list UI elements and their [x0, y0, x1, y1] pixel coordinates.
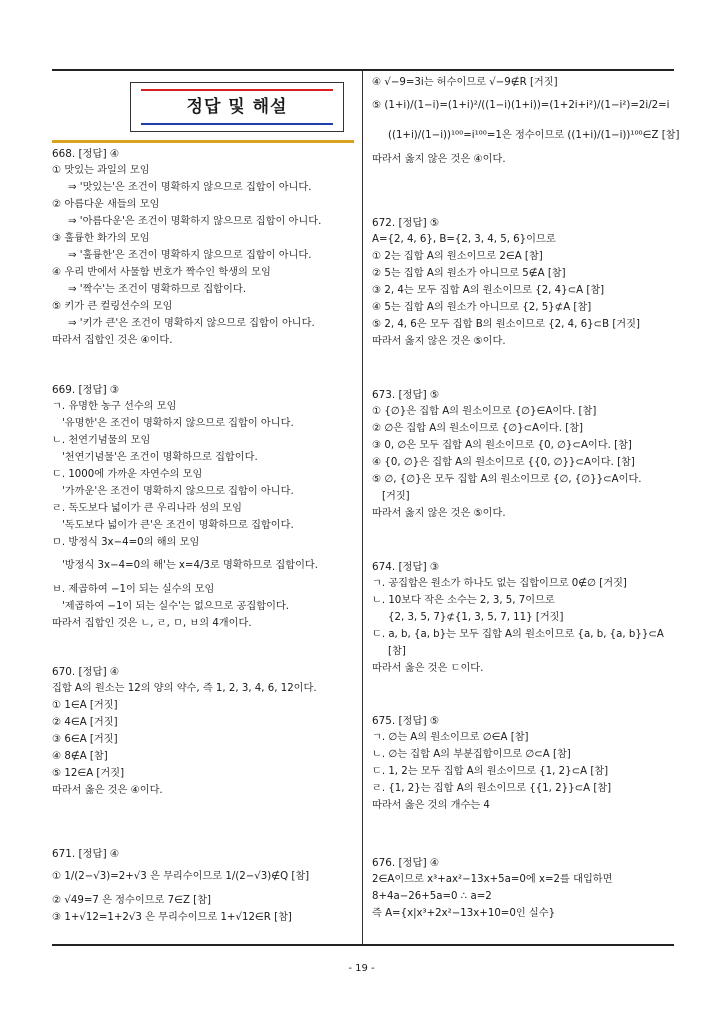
solution-line: ③ 6∈A [거짓]: [52, 733, 118, 745]
solution-line: ② 5는 집합 A의 원소가 아니므로 5∉A [참]: [372, 267, 566, 279]
solution-block: [372, 389, 642, 524]
solution-block: [372, 76, 680, 170]
solution-heading: 674. [정답] ③: [372, 561, 440, 573]
solution-heading: 668. [정답] ④: [52, 148, 120, 160]
solution-block: [372, 217, 640, 352]
solution-block: [372, 857, 612, 924]
solution-line: ③ 2, 4는 모두 집합 A의 원소이므로 {2, 4}⊂A [참]: [372, 284, 605, 296]
solution-line: 집합 A의 원소는 12의 양의 약수, 즉 1, 2, 3, 4, 6, 12이다.: [52, 682, 317, 694]
solution-line: 따라서 집합인 것은 ④이다.: [52, 334, 173, 346]
solution-line: 즉 A={x|x³+2x²−13x+10=0인 실수}: [372, 907, 556, 919]
solution-block: [52, 384, 318, 634]
title-blue-stripe: [141, 123, 333, 125]
solution-heading: 670. [정답] ④: [52, 666, 120, 678]
solution-line: ㄹ. {1, 2}는 집합 A의 원소이므로 {{1, 2}}⊂A [참]: [372, 782, 612, 794]
solution-line: 따라서 옳지 않은 것은 ④이다.: [372, 154, 506, 165]
solution-line: 따라서 옳은 것은 ④이다.: [52, 784, 163, 796]
solution-line: {2, 3, 5, 7}⊄{1, 3, 5, 7, 11} [거짓]: [388, 611, 564, 623]
solution-line: ② 4∈A [거짓]: [52, 716, 118, 728]
solution-line: ③ 0, ∅은 모두 집합 A의 원소이므로 {0, ∅}⊂A이다. [참]: [372, 439, 632, 451]
solution-line: '유명한'은 조건이 명확하지 않으므로 집합이 아니다.: [62, 417, 294, 429]
solution-line: ② 아름다운 새들의 모임: [52, 198, 160, 210]
solution-block: [52, 848, 309, 928]
solution-line: ㄱ. ∅는 A의 원소이므로 ∅∈A [참]: [372, 731, 529, 743]
solution-line: '제곱하여 −1이 되는 실수'는 없으므로 공집합이다.: [62, 600, 290, 612]
solution-line: ① 맛있는 과일의 모임: [52, 164, 150, 176]
top-rule: [52, 69, 674, 71]
solution-line: A={2, 4, 6}, B={2, 3, 4, 5, 6}이므로: [372, 233, 556, 245]
solution-line: ⑤ ∅, {∅}은 모두 집합 A의 원소이므로 {∅, {∅}}⊂A이다.: [372, 473, 642, 485]
solution-heading: 675. [정답] ⑤: [372, 715, 440, 727]
title-red-stripe: [141, 89, 333, 91]
title-underline: [52, 140, 354, 143]
solution-line: ④ 5는 집합 A의 원소가 아니므로 {2, 5}⊄A [참]: [372, 301, 592, 313]
solution-line: ㄴ. ∅는 집합 A의 부분집합이므로 ∅⊂A [참]: [372, 748, 571, 760]
solution-line: '가까운'은 조건이 명확하지 않으므로 집합이 아니다.: [62, 485, 294, 497]
solution-line: ⇒ '맛있는'은 조건이 명확하지 않으므로 집합이 아니다.: [68, 181, 312, 193]
page-title: 정답 및 해설: [186, 96, 288, 117]
solution-heading: 673. [정답] ⑤: [372, 389, 440, 401]
solution-line: 따라서 옳지 않은 것은 ⑤이다.: [372, 507, 506, 519]
solution-line: '방정식 3x−4=0의 해'는 x=4/3로 명확하므로 집합이다.: [62, 559, 318, 571]
solution-line: ㅁ. 방정식 3x−4=0의 해의 모임: [52, 536, 200, 548]
solution-line: ⑤ 12∈A [거짓]: [52, 767, 125, 779]
solution-line: ㄹ. 독도보다 넓이가 큰 우리나라 섬의 모임: [52, 502, 242, 514]
left-column: [52, 78, 354, 923]
solution-line: ⇒ '아름다운'은 조건이 명확하지 않으므로 집합이 아니다.: [68, 215, 322, 227]
solution-heading: 672. [정답] ⑤: [372, 217, 440, 229]
solution-line: ㄷ. 1, 2는 모두 집합 A의 원소이므로 {1, 2}⊂A [참]: [372, 765, 609, 777]
solution-line: ① {∅}은 집합 A의 원소이므로 {∅}∈A이다. [참]: [372, 405, 597, 417]
page-number: - 19 -: [348, 963, 375, 974]
solution-line: ⇒ '키가 큰'은 조건이 명확하지 않으므로 집합이 아니다.: [68, 317, 315, 329]
solution-line: 2∈A이므로 x³+ax²−13x+5a=0에 x=2를 대입하면: [372, 873, 613, 885]
solution-block: [52, 148, 321, 351]
solution-line: ② ∅은 집합 A의 원소이므로 {∅}⊂A이다. [참]: [372, 422, 584, 434]
solution-block: [372, 715, 611, 816]
solution-line: ③ 훌륭한 화가의 모임: [52, 232, 150, 244]
column-divider: [362, 71, 363, 944]
solution-heading: 671. [정답] ④: [52, 848, 120, 860]
solution-line: 따라서 옳지 않은 것은 ⑤이다.: [372, 335, 506, 347]
solution-line: 따라서 집합인 것은 ㄴ, ㄹ, ㅁ, ㅂ의 4개이다.: [52, 617, 252, 629]
solution-line: ③ 1+√12=1+2√3 은 무리수이므로 1+√12∈R [참]: [52, 911, 292, 923]
solution-line: ㄱ. 공집합은 원소가 하나도 없는 집합이므로 0∉∅ [거짓]: [372, 577, 627, 589]
solution-line: ④ 8∉A [참]: [52, 750, 108, 762]
solution-line: ④ √−9=3i는 허수이므로 √−9∉R [거짓]: [372, 77, 558, 88]
solution-line: ㄷ. a, b, {a, b}는 모두 집합 A의 원소이므로 {a, b, {a, b}}⊂A: [372, 628, 664, 640]
solution-line: ⑤ 키가 큰 컬링선수의 모임: [52, 300, 173, 312]
solution-line: 따라서 옳은 것의 개수는 4: [372, 799, 490, 811]
solution-line: ㄷ. 1000에 가까운 자연수의 모임: [52, 468, 203, 480]
solution-heading: 669. [정답] ③: [52, 384, 120, 396]
solution-line: ④ {0, ∅}은 집합 A의 원소이므로 {{0, ∅}}⊂A이다. [참]: [372, 456, 635, 468]
solution-line: ㄴ. 10보다 작은 소수는 2, 3, 5, 7이므로: [372, 594, 555, 606]
solution-line: 따라서 옳은 것은 ㄷ이다.: [372, 662, 484, 674]
solution-line: [거짓]: [382, 490, 410, 502]
solution-line: ⇒ '훌륭한'은 조건이 명확하지 않으므로 집합이 아니다.: [68, 249, 312, 261]
title-box: [130, 82, 344, 132]
solution-line: ② √49=7 은 정수이므로 7∈Z [참]: [52, 894, 211, 906]
solution-line: ㄴ. 천연기념물의 모임: [52, 434, 151, 446]
solution-block: [52, 666, 317, 801]
solution-line: ⑤ 2, 4, 6은 모두 집합 B의 원소이므로 {2, 4, 6}⊂B [거짓]: [372, 318, 640, 330]
solution-line: [참]: [388, 645, 406, 657]
solution-line: ① 2는 집합 A의 원소이므로 2∈A [참]: [372, 250, 543, 262]
solution-line: ㅂ. 제곱하여 −1이 되는 실수의 모임: [52, 583, 215, 595]
solution-line: ⑤ (1+i)/(1−i)=(1+i)²/((1−i)(1+i))=(1+2i+i²)/(1−i²)=2i/2=i: [372, 100, 670, 111]
solution-line: '천연기념물'은 조건이 명확하므로 집합이다.: [62, 451, 258, 463]
solution-line: ① 1/(2−√3)=2+√3 은 무리수이므로 1/(2−√3)∉Q [참]: [52, 870, 310, 882]
solution-block: [372, 561, 664, 679]
solution-heading: 676. [정답] ④: [372, 857, 440, 869]
solution-line: ㄱ. 유명한 농구 선수의 모임: [52, 400, 177, 412]
solution-line: ④ 우리 반에서 사물함 번호가 짝수인 학생의 모임: [52, 266, 271, 278]
solution-line: ((1+i)/(1−i))¹⁰⁰=i¹⁰⁰=1은 정수이므로 ((1+i)/(1−i))¹⁰⁰∈Z [참]: [388, 130, 680, 141]
bottom-rule: [52, 944, 674, 946]
solution-line: ⇒ '짝수'는 조건이 명확하므로 집합이다.: [68, 283, 246, 295]
solution-line: ① 1∈A [거짓]: [52, 699, 118, 711]
solution-line: 8+4a−26+5a=0 ∴ a=2: [372, 890, 492, 902]
solution-line: '독도보다 넓이가 큰'은 조건이 명확하므로 집합이다.: [62, 519, 294, 531]
